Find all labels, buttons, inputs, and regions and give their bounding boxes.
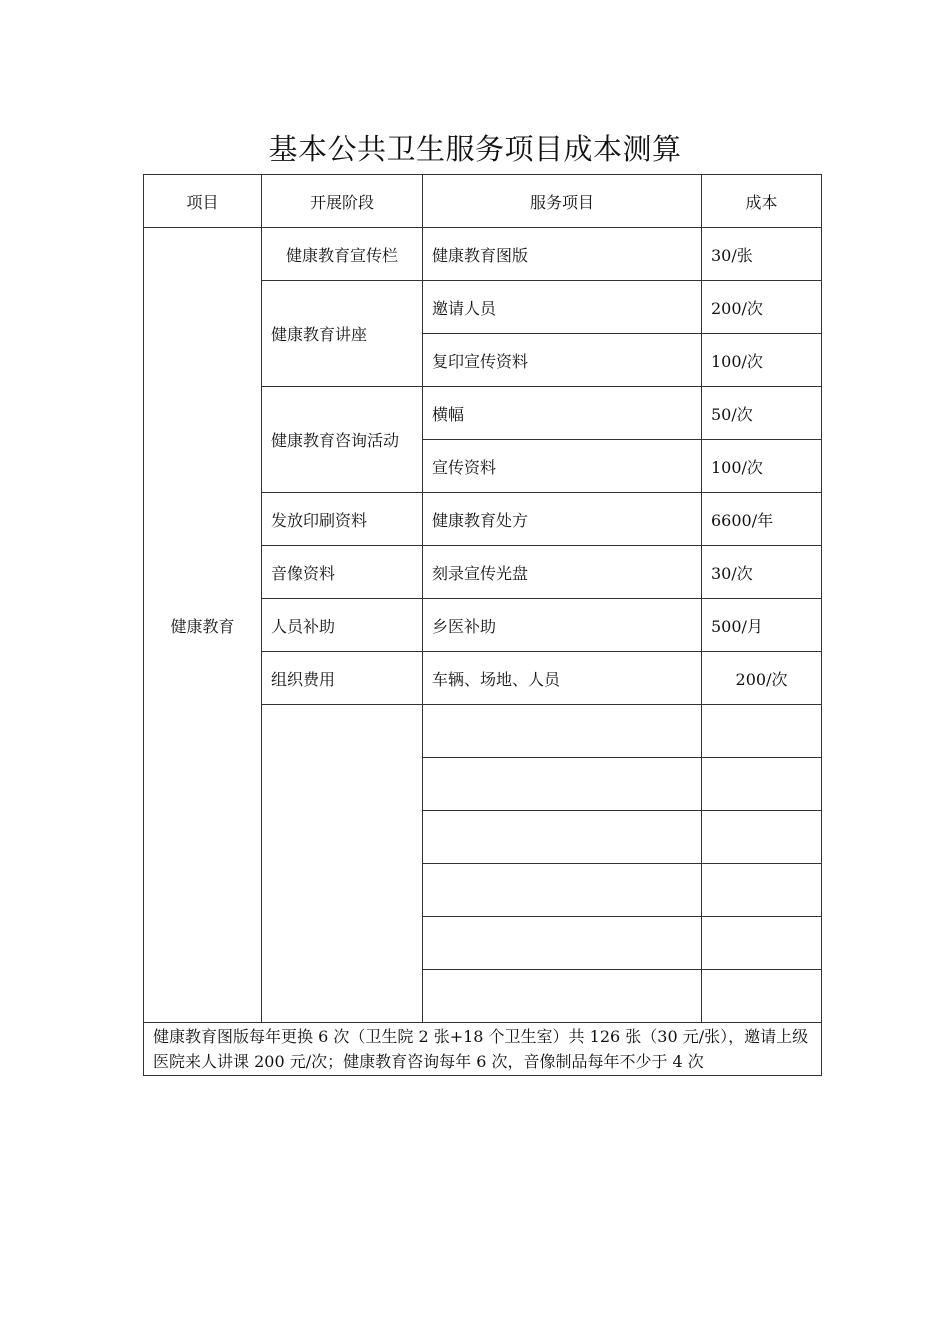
service-cell: 健康教育图版 <box>423 228 702 281</box>
service-cell-empty <box>423 758 702 811</box>
service-cell: 刻录宣传光盘 <box>423 546 702 599</box>
service-cell-empty <box>423 970 702 1023</box>
service-cell: 车辆、场地、人员 <box>423 652 702 705</box>
cost-cell-empty <box>702 864 822 917</box>
service-cell-empty <box>423 864 702 917</box>
stage-cell: 健康教育咨询活动 <box>262 387 423 493</box>
table-header-row <box>144 175 822 228</box>
cost-cell-empty <box>702 758 822 811</box>
stage-cell: 音像资料 <box>262 546 423 599</box>
note-text: 健康教育图版每年更换 6 次（卫生院 2 张+18 个卫生室）共 126 张（30 元/张），邀请上级医院来人讲课 200 元/次；健康教育咨询每年 6 次，音像制品每年不少于 4 次 <box>144 1023 822 1076</box>
cost-cell: 200/次 <box>702 281 822 334</box>
stage-cell: 健康教育讲座 <box>262 281 423 387</box>
cost-cell: 6600/年 <box>702 493 822 546</box>
service-cell: 乡医补助 <box>423 599 702 652</box>
cost-cell-empty <box>702 917 822 970</box>
service-cell: 邀请人员 <box>423 281 702 334</box>
cost-cell-empty <box>702 811 822 864</box>
cost-cell: 100/次 <box>702 334 822 387</box>
document-title: 基本公共卫生服务项目成本测算 <box>268 132 682 166</box>
stage-cell: 组织费用 <box>262 652 423 705</box>
stage-cell: 人员补助 <box>262 599 423 652</box>
header-stage: 开展阶段 <box>262 175 423 228</box>
service-cell: 健康教育处方 <box>423 493 702 546</box>
service-cell: 复印宣传资料 <box>423 334 702 387</box>
cost-cell: 100/次 <box>702 440 822 493</box>
stage-cell-empty <box>262 705 423 1023</box>
service-cell: 横幅 <box>423 387 702 440</box>
service-cell-empty <box>423 811 702 864</box>
service-cell-empty <box>423 705 702 758</box>
header-cost: 成本 <box>702 175 822 228</box>
category-cell: 健康教育 <box>144 228 262 1023</box>
stage-cell: 发放印刷资料 <box>262 493 423 546</box>
cost-cell: 200/次 <box>702 652 822 705</box>
header-service: 服务项目 <box>423 175 702 228</box>
service-cell-empty <box>423 917 702 970</box>
cost-table <box>143 174 822 1076</box>
cost-cell: 30/张 <box>702 228 822 281</box>
header-item: 项目 <box>144 175 262 228</box>
cost-cell: 500/月 <box>702 599 822 652</box>
cost-cell: 50/次 <box>702 387 822 440</box>
service-cell: 宣传资料 <box>423 440 702 493</box>
cost-cell-empty <box>702 705 822 758</box>
cost-cell-empty <box>702 970 822 1023</box>
note-row <box>144 1023 822 1076</box>
stage-cell: 健康教育宣传栏 <box>262 228 423 281</box>
cost-cell: 30/次 <box>702 546 822 599</box>
table-row <box>144 228 822 281</box>
